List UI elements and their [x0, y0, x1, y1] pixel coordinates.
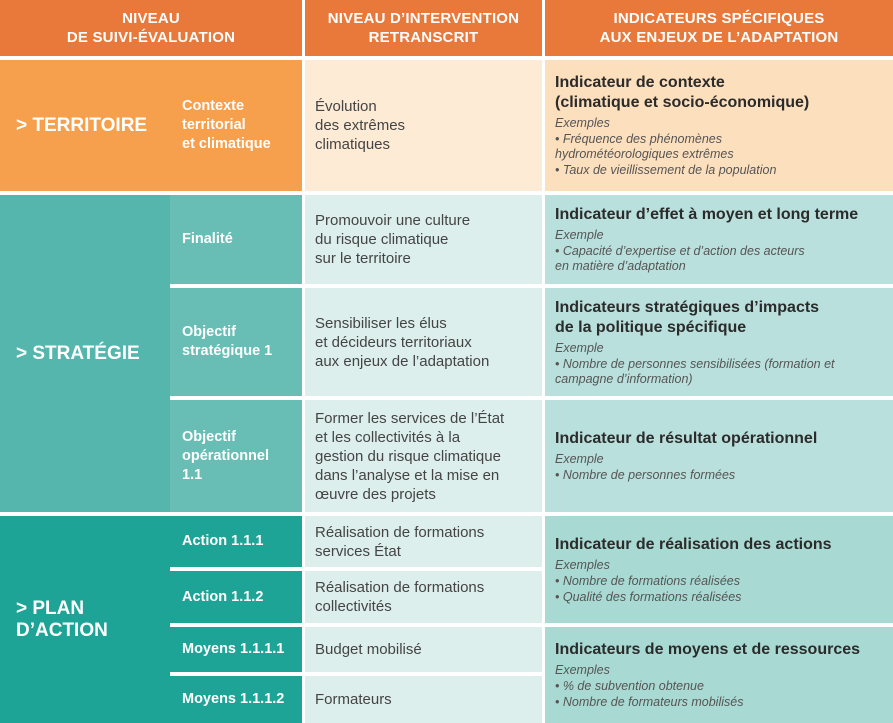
- sub-line: Action 1.1.1: [182, 533, 264, 549]
- indicator-title: [555, 298, 885, 338]
- indicator-example-item: [555, 590, 885, 605]
- desc-objectif-strategique: [305, 288, 542, 396]
- header-level-line2: DE SUIVI-ÉVALUATION: [66, 29, 236, 46]
- indicator-resultat: [545, 400, 893, 512]
- sub-line: Objectif: [182, 324, 236, 340]
- item-line: • Nombre de personnes sensibilisées (formation et: [555, 356, 835, 371]
- sub-moyens-1-1-1-2: [170, 676, 302, 723]
- sub-line: Action 1.1.2: [182, 588, 264, 605]
- indicator-title-line: Indicateur d’effet à moyen et long terme: [555, 206, 859, 223]
- indicator-example-item: [555, 679, 885, 694]
- desc-line: Formateurs: [315, 691, 392, 708]
- indicator-title-line: (climatique et socio-économique): [555, 94, 810, 111]
- indicator-title-line: Indicateur de réalisation des actions: [555, 535, 832, 553]
- indicator-strategique: [545, 288, 893, 396]
- indicator-title-line: Indicateurs stratégiques d’impacts: [555, 298, 820, 316]
- sub-line: Contexte: [182, 98, 245, 114]
- sub-line: Objectif: [182, 428, 236, 445]
- indicator-moyens: [545, 627, 893, 723]
- desc-line: et les collectivités à la: [315, 428, 461, 446]
- indicator-examples-label: Exemple: [555, 228, 604, 242]
- desc-action-1-1-1: [305, 516, 542, 567]
- desc-line: services État: [315, 542, 401, 560]
- desc-line: Promouvoir une culture: [315, 212, 471, 229]
- sub-line: opérationnel: [182, 447, 270, 464]
- desc-moyens-1-1-1-1: [305, 627, 542, 672]
- level-plan-label-line1: > PLAN: [16, 597, 85, 619]
- header-indicators-line1: INDICATEURS SPÉCIFIQUES: [613, 10, 825, 27]
- desc-line: Réalisation de formations: [315, 579, 485, 596]
- desc-finalite: [305, 195, 542, 284]
- desc-line: climatiques: [315, 136, 391, 153]
- indicator-example-item: [555, 132, 885, 162]
- indicator-realisation: [545, 516, 893, 623]
- indicator-effet: [545, 195, 893, 284]
- desc-line: dans l’analyse et la mise en: [315, 466, 500, 484]
- desc-line: aux enjeux de l’adaptation: [315, 352, 490, 370]
- indicator-title: [555, 205, 885, 225]
- item-line: • Taux de vieillissement de la population: [555, 163, 777, 177]
- sub-line: Finalité: [182, 231, 233, 247]
- item-line: en matière d’adaptation: [555, 259, 686, 273]
- indicator-title: [555, 535, 885, 555]
- desc-line: Former les services de l’État: [315, 409, 505, 427]
- header-indicators-line2: AUX ENJEUX DE L’ADAPTATION: [599, 29, 839, 46]
- sub-action-1-1-2: [170, 571, 302, 623]
- level-strategie: [0, 195, 170, 512]
- sub-line: stratégique 1: [182, 343, 273, 359]
- indicator-examples-label: Exemples: [555, 116, 610, 130]
- desc-line: du risque climatique: [315, 231, 449, 248]
- header-intervention-line2: RETRANSCRIT: [368, 29, 479, 46]
- header-intervention-line1: NIVEAU D’INTERVENTION: [327, 10, 520, 27]
- sub-line: Moyens 1.1.1.2: [182, 691, 285, 707]
- desc-line: œuvre des projets: [315, 485, 436, 503]
- item-line: • Nombre de personnes formées: [555, 468, 736, 482]
- item-line: • % de subvention obtenue: [555, 679, 704, 693]
- indicator-examples-label: Exemple: [555, 340, 604, 355]
- indicator-title: [555, 73, 885, 113]
- indicator-title-line: Indicateur de résultat opérationnel: [555, 430, 818, 447]
- header-indicators: [545, 0, 893, 56]
- sub-line: territorial: [182, 117, 246, 133]
- indicator-examples-label: Exemple: [555, 452, 604, 466]
- indicator-example-item: [555, 695, 885, 710]
- indicator-examples-label: Exemples: [555, 663, 610, 677]
- indicator-example-item: [555, 574, 885, 589]
- sub-objectif-strategique: [170, 288, 302, 396]
- item-line: hydrométéorologiques extrêmes: [555, 147, 734, 161]
- desc-line: Budget mobilisé: [315, 641, 422, 658]
- item-line: • Qualité des formations réalisées: [555, 589, 742, 604]
- header-intervention: [305, 0, 542, 56]
- item-line: • Fréquence des phénomènes: [555, 132, 722, 146]
- sub-line: Moyens 1.1.1.1: [182, 641, 285, 657]
- sub-line: 1.1: [182, 466, 203, 483]
- desc-moyens-1-1-1-2: [305, 676, 542, 723]
- indicator-examples-label: Exemples: [555, 557, 610, 572]
- desc-line: Réalisation de formations: [315, 523, 485, 541]
- sub-contexte: [170, 60, 302, 191]
- desc-line: sur le territoire: [315, 250, 411, 267]
- indicator-contexte: [545, 60, 893, 191]
- item-line: • Nombre de formations réalisées: [555, 573, 741, 588]
- level-territoire-label: > TERRITOIRE: [16, 114, 148, 136]
- desc-objectif-operationnel: [305, 400, 542, 512]
- level-territoire: [0, 60, 170, 191]
- desc-line: gestion du risque climatique: [315, 447, 501, 465]
- sub-finalite: [170, 195, 302, 284]
- header-level: [0, 0, 302, 56]
- desc-line: et décideurs territoriaux: [315, 333, 472, 351]
- sub-line: et climatique: [182, 136, 271, 152]
- level-strategie-label: > STRATÉGIE: [16, 342, 140, 364]
- desc-contexte: [305, 60, 542, 191]
- indicator-example-item: [555, 244, 885, 274]
- item-line: • Capacité d’expertise et d’action des acteurs: [555, 244, 805, 258]
- desc-action-1-1-2: [305, 571, 542, 623]
- indicator-example-item: [555, 357, 885, 387]
- indicator-example-item: [555, 468, 885, 483]
- header-level-line1: NIVEAU: [122, 10, 180, 27]
- sub-action-1-1-1: [170, 516, 302, 567]
- item-line: • Nombre de formateurs mobilisés: [555, 695, 744, 709]
- desc-line: Évolution: [315, 98, 377, 115]
- level-plan-label-line2: D’ACTION: [16, 619, 108, 641]
- indicator-title: [555, 429, 885, 449]
- sub-objectif-operationnel: [170, 400, 302, 512]
- desc-line: Sensibiliser les élus: [315, 314, 447, 332]
- indicator-title-line: Indicateur de contexte: [555, 74, 725, 91]
- indicator-title-line: de la politique spécifique: [555, 318, 747, 336]
- indicator-title: [555, 640, 885, 660]
- desc-line: des extrêmes: [315, 117, 406, 134]
- indicator-title-line: Indicateurs de moyens et de ressources: [555, 641, 861, 658]
- indicator-example-item: [555, 163, 885, 178]
- item-line: campagne d’information): [555, 371, 693, 386]
- sub-moyens-1-1-1-1: [170, 627, 302, 672]
- level-plan-action: [0, 516, 170, 723]
- desc-line: collectivités: [315, 598, 392, 615]
